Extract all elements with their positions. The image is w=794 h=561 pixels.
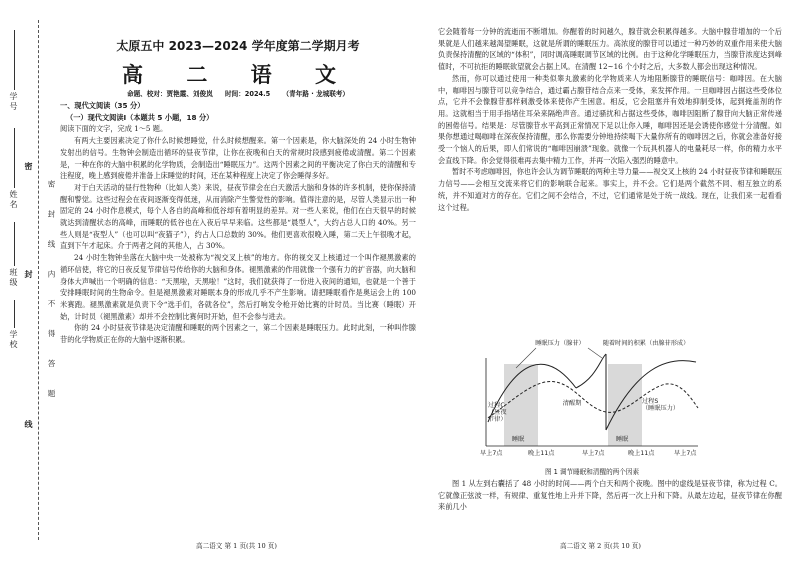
passage-paragraph: 然而，你可以通过使用一种类似睾丸激素的化学物质来人为地阻断腺苷的睡眠信号：咖啡因。在大脑中，咖啡因与腺苷可以竞争结合，通过霸占腺苷结合点来一受体，来发挥作用。一旦咖啡因占据这些受体位点，它并不会像腺苷那样刺激受体来使你产生困意。相反，它会阻塞并有效地抑制受体，起到掩盖剂的作用。这就相当于用手指堵住耳朵来隔绝声音。通过骚扰和占据这些受体，咖啡因阻断了腺苷向大脑正常传递的困倦信号。结果是：尽管腺苷水平高到正常情况下足以让你入睡，咖啡因还是会诱使你感觉十分清醒。如果你想通过喝咖啡在深夜保持清醒，那么你需要分钟地持续喝下大量你所有的咖啡因之后，你就会准备好接受一个恼人的后果，即人们常说的“咖啡因崩溃”现象。就像一个玩具机器人的电量耗尽一样，你的精力水平会直线下降。你会觉得很难再去集中精力工作，并再一次陷入强烈的睡意中。 [438, 73, 782, 165]
seal-char-3: 线 [24, 420, 34, 430]
figure-phase-sleep-2: 睡眠 [616, 436, 629, 443]
instruction-text: 阅读下面的文字，完成 1～5 题。 [60, 124, 168, 134]
name-field-label: 姓名 [9, 190, 18, 210]
name-field-line [14, 128, 15, 188]
school-field-line [14, 300, 15, 328]
figure-label-pressure: 睡眠压力（腺苷） [535, 340, 585, 347]
sleep-figure [476, 338, 708, 464]
page-footer-right: 高二语文 第 2 页(共 10 页) [560, 542, 641, 550]
binding-line [38, 20, 39, 540]
figure-label-accumulate: 随着时间的积累（由腺苷形成） [602, 340, 690, 347]
right-column [438, 26, 782, 213]
class-field-label: 班级 [9, 268, 18, 288]
exam-meta [60, 88, 416, 98]
section-heading: 一、现代文阅读（35 分） [60, 101, 145, 110]
class-field-line [14, 222, 15, 266]
exam-time: 时间：2024.5 [225, 90, 271, 98]
axis-tick-label: 晚上11点 [528, 450, 555, 457]
axis-tick-label: 早上7点 [674, 450, 697, 457]
figure-phase-sleep-1: 睡眠 [512, 436, 525, 443]
exam-setters: 命题、校对：贾艳霞、刘俊岚 [127, 90, 213, 98]
page-footer-left: 高二语文 第 1 页(共 10 页) [196, 542, 277, 550]
left-column [60, 100, 416, 346]
label-pointer [588, 348, 602, 358]
passage-paragraph: 对于白天活动的昼行性物种（比如人类）来说，昼夜节律会在白天激活大脑和身体的许多机制，使你保持清醒和警觉。这些过程会在夜间逐渐变得低迷，从而消除产生警觉性的影响。值得注意的是，尽管人类显示出一种固定的 24 小时作息模式，每个人各自的高峰和低谷却有着明显的差异。对一些人来说，他们在白天很早的时候就达到清醒状态的高峰，而睡眠的低谷也在入夜后早早来临。这些都是“晨型人”，大约占总人口的 40%。另一些人则是“夜型人”（也可以叫“夜猫子”），约占人口总数的 30%。他们更喜欢很晚入睡，第二天上午很晚才起，直到下午才起床。介于两者之间的其他人，占 30%。 [60, 182, 416, 251]
axis-tick-label: 早上7点 [582, 450, 605, 457]
subsection-heading: （一）现代文阅读Ⅰ（本题共 5 小题，18 分） [66, 112, 214, 122]
sleep-pressure-rise [576, 354, 606, 388]
passage-paragraph: 图 1 从左到右囊括了 48 小时的时间——两个白天和两个夜晚。图中的虚线是昼夜节律，称为过程 C。它就像正弦波一样，有规律、重复性地上升并下降，然后再一次上升和下降。从最左边起，昼夜节律在你醒来前几小 [438, 479, 782, 512]
exam-title: 太原五中 2023—2024 学年度第二学期月考 [116, 39, 360, 53]
axis-tick-label: 晚上11点 [628, 450, 655, 457]
passage-paragraph: 有两大主要因素决定了你什么时候想睡觉，什么时候想醒来。第一个因素是，你大脑深处的 24 小时生物钟发射出的信号。生物钟会制造出循环的昼夜节律，让你在夜晚和白天的常规时段感到疲倦或清醒。第二个因素是，一种在你的大脑中积累的化学物质，会制造出“睡眠压力”。这两个因素之间的平衡决定了你白天的清醒和专注程度，晚上感到疲倦并准备上床睡觉的时间，还在某种程度上决定了你会睡得多好。 [60, 136, 416, 181]
passage-paragraph: 它会随着每一分钟的流逝而不断增加。你醒着的时间越久，腺苷就会积累得越多。大脑中腺苷增加的一个后果就是人们越来越渴望睡眠，这就是所谓的睡眠压力。高浓度的腺苷可以通过一种巧妙的双重作用来使大脑负责保持清醒的区域的“体积”，同时调高睡眠调节区域的比例。由于这种化学睡眠压力，当腺苷浓度达到峰值时，不可抗拒的睡眠欲望就会占据上风。在清醒 12~16 个小时之后，大多数人都会出现这种情况。 [438, 27, 782, 72]
right-column-bottom [438, 478, 782, 513]
binding-warning: 密 封 线 内 不 得 答 题 [47, 180, 56, 407]
id-field-label: 学号 [9, 92, 18, 112]
figure-label-process-c: 过程C （昼夜节律） [488, 402, 507, 423]
subject-title: 高 二 语 文 [122, 63, 354, 87]
passage-paragraph: 暂时不考虑咖啡因，你也许会认为调节睡眠的两种主导力量——视交叉上核的 24 小时昼夜节律和睡眠压力信号——会相互交流来将它们的影响联合起来。事实上，并不会。它们是两个截然不同、相互独立的系统，并不知道对方的存在。它们之间不会结合，不过，它们通常是处于统一战线。现在，让我们来一起看看这个过程。 [438, 167, 782, 212]
passage-paragraph: 你的 24 小时昼夜节律是决定清醒和睡眠的两个因素之一，第二个因素是睡眠压力。此时此刻，一种叫作腺苷的化学物质正在你的大脑中逐渐积累。 [60, 323, 416, 345]
school-field-label: 学校 [9, 330, 18, 350]
seal-char-1: 密 [24, 162, 34, 172]
figure-caption: 图 1 调节睡眠和清醒的两个因素 [544, 468, 640, 476]
id-field-line [14, 30, 15, 90]
seal-char-2: 封 [24, 270, 34, 280]
axis-tick-label: 早上7点 [480, 450, 503, 457]
figure-label-awake: 清醒期 [562, 400, 582, 407]
passage-paragraph: 24 小时生物钟坐落在大脑中央一处被称为“视交叉上核”的地方。你的视交叉上核通过一个叫作褪黑激素的循环信使，将它的日夜反复节律信号传给你的大脑和身体。褪黑激素的作用就像一个强有力的扩音器，向大脑和身体大声喊出一个明确的信息：“天黑啦，天黑啦！”这时，我们就获得了一份进入夜间的通知，也就是一个善于安排睡眠时间的生物命令。但是褪黑激素对睡眠本身的形成几乎不产生影响。请把睡眠看作是奥运会上的 100 米赛跑。褪黑激素就是负责下令“选手们，各就各位”，然后打响发令枪开始比赛的计时员。当比赛（睡眠）开始，计时员（褪黑激素）却并不会控制比赛何时开始，但不会参与进去。 [60, 253, 416, 321]
exam-campus: （青年路 · 龙城联考） [282, 90, 349, 98]
figure-label-process-s: 过程S （睡眠压力） [642, 398, 680, 412]
